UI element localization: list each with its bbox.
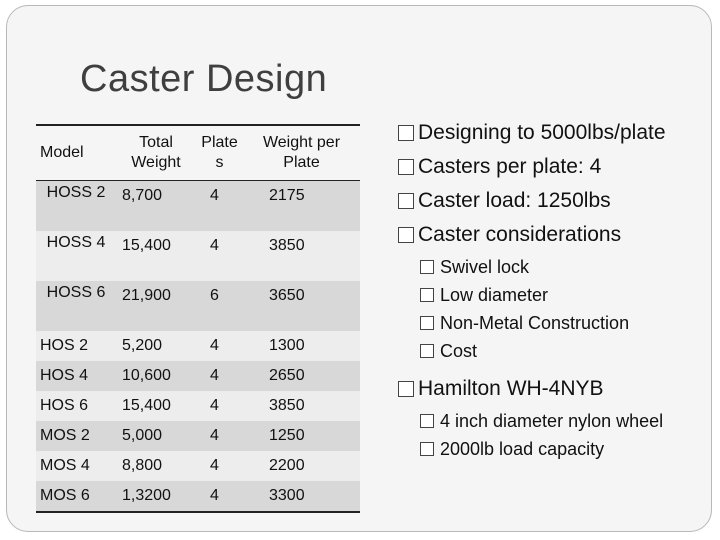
table-row	[36, 331, 360, 361]
cell-total-weight-text: 8,800	[122, 457, 163, 474]
cell-total-weight-text: 10,600	[122, 367, 171, 384]
bullet-item	[396, 186, 706, 216]
cell-total-weight	[116, 181, 196, 232]
table-row	[36, 181, 360, 232]
checkbox-bullet-icon	[398, 125, 414, 141]
cell-total-weight	[116, 421, 196, 451]
cell-plates	[196, 451, 243, 481]
header-model: Model	[36, 125, 116, 181]
cell-weight-per-plate-text: 1300	[269, 337, 305, 354]
cell-total-weight-text: 8,700	[122, 187, 163, 204]
cell-plates-text: 4	[210, 337, 219, 354]
cell-total-weight	[116, 391, 196, 421]
cell-total-weight-text: 15,400	[122, 397, 171, 414]
checkbox-bullet-icon	[420, 288, 434, 302]
cell-weight-per-plate-text: 3850	[269, 397, 305, 414]
checkbox-bullet-icon	[398, 227, 414, 243]
cell-model-text: HOS 6	[40, 397, 89, 414]
cell-weight-per-plate	[243, 231, 360, 281]
sub-bullet-text: 4 inch diameter nylon wheel	[440, 411, 664, 431]
cell-weight-per-plate-text: 1250	[269, 427, 305, 444]
cell-plates-text: 4	[210, 487, 219, 504]
cell-plates	[196, 281, 243, 331]
table-row	[36, 481, 360, 512]
cell-weight-per-plate	[243, 281, 360, 331]
checkbox-bullet-icon	[398, 381, 414, 397]
caster-table	[36, 124, 360, 513]
cell-model-text: MOS 2	[40, 427, 90, 444]
sub-bullet-item	[396, 310, 706, 336]
cell-total-weight-text: 1,3200	[122, 487, 171, 504]
cell-model	[36, 361, 116, 391]
cell-model-text: MOS 4	[40, 457, 90, 474]
cell-model	[36, 391, 116, 421]
table-row	[36, 281, 360, 331]
cell-model	[36, 331, 116, 361]
cell-weight-per-plate	[243, 451, 360, 481]
cell-model	[36, 451, 116, 481]
cell-weight-per-plate-text: 3850	[269, 237, 305, 254]
slide-title: Caster Design	[80, 58, 328, 100]
cell-total-weight-text: 15,400	[122, 237, 171, 254]
cell-plates	[196, 231, 243, 281]
cell-model-text: HOSS 6	[46, 284, 106, 301]
cell-total-weight	[116, 481, 196, 512]
cell-weight-per-plate	[243, 481, 360, 512]
cell-plates-text: 4	[210, 237, 219, 254]
cell-model	[36, 421, 116, 451]
cell-plates-text: 6	[210, 287, 219, 304]
checkbox-bullet-icon	[420, 316, 434, 330]
cell-model	[36, 481, 116, 512]
bullet-text: Caster load: 1250lbs	[418, 189, 611, 212]
cell-total-weight-text: 5,200	[122, 337, 163, 354]
cell-total-weight	[116, 451, 196, 481]
cell-weight-per-plate	[243, 331, 360, 361]
sub-bullet-item	[396, 282, 706, 308]
checkbox-bullet-icon	[398, 159, 414, 175]
checkbox-bullet-icon	[420, 442, 434, 456]
table-header-row	[36, 125, 360, 181]
cell-total-weight	[116, 231, 196, 281]
cell-plates	[196, 421, 243, 451]
cell-weight-per-plate-text: 3650	[269, 287, 305, 304]
bullet-list	[396, 118, 706, 464]
cell-total-weight-text: 5,000	[122, 427, 163, 444]
bullet-text: Casters per plate: 4	[418, 155, 602, 178]
sub-bullet-text: Cost	[440, 341, 478, 361]
cell-plates	[196, 361, 243, 391]
checkbox-bullet-icon	[420, 260, 434, 274]
checkbox-bullet-icon	[398, 193, 414, 209]
cell-plates	[196, 181, 243, 232]
cell-weight-per-plate	[243, 421, 360, 451]
cell-weight-per-plate	[243, 391, 360, 421]
bullet-item	[396, 220, 706, 250]
cell-weight-per-plate	[243, 181, 360, 232]
bullet-item	[396, 152, 706, 182]
cell-weight-per-plate	[243, 361, 360, 391]
sub-bullet-item	[396, 338, 706, 364]
bullet-item	[396, 118, 706, 148]
cell-model	[36, 281, 116, 331]
sub-bullet-item	[396, 408, 706, 434]
cell-plates-text: 4	[210, 457, 219, 474]
cell-total-weight	[116, 331, 196, 361]
cell-weight-per-plate-text: 2200	[269, 457, 305, 474]
cell-model-text: HOS 2	[40, 337, 89, 354]
cell-plates-text: 4	[210, 187, 219, 204]
bullet-text: Caster considerations	[418, 223, 622, 246]
checkbox-bullet-icon	[420, 344, 434, 358]
cell-model-text: HOS 4	[40, 367, 89, 384]
cell-total-weight	[116, 281, 196, 331]
cell-plates-text: 4	[210, 397, 219, 414]
cell-plates	[196, 481, 243, 512]
header-total-weight: Total Weight	[116, 125, 196, 181]
cell-plates	[196, 391, 243, 421]
sub-bullet-text: 2000lb load capacity	[440, 439, 605, 459]
cell-plates-text: 4	[210, 367, 219, 384]
cell-weight-per-plate-text: 2650	[269, 367, 305, 384]
header-plates: Plate s	[196, 125, 243, 181]
table-row	[36, 231, 360, 281]
sub-bullet-item	[396, 254, 706, 280]
table-row	[36, 361, 360, 391]
cell-model-text: HOSS 2	[46, 184, 106, 201]
cell-model-text: MOS 6	[40, 487, 90, 504]
cell-total-weight	[116, 361, 196, 391]
cell-total-weight-text: 21,900	[122, 287, 171, 304]
bullet-text: Hamilton WH-4NYB	[418, 377, 604, 400]
cell-model	[36, 181, 116, 232]
checkbox-bullet-icon	[420, 414, 434, 428]
cell-model-text: HOSS 4	[46, 234, 106, 251]
bullet-item	[396, 374, 706, 404]
sub-bullet-text: Non-Metal Construction	[440, 313, 630, 333]
header-weight-per-plate: Weight per Plate	[243, 125, 360, 181]
table-row	[36, 451, 360, 481]
bullet-text: Designing to 5000lbs/plate	[418, 121, 666, 144]
sub-bullet-item	[396, 436, 706, 462]
cell-plates	[196, 331, 243, 361]
cell-weight-per-plate-text: 2175	[269, 187, 305, 204]
cell-plates-text: 4	[210, 427, 219, 444]
sub-bullet-text: Swivel lock	[440, 257, 530, 277]
table-row	[36, 391, 360, 421]
cell-weight-per-plate-text: 3300	[269, 487, 305, 504]
cell-model	[36, 231, 116, 281]
sub-bullet-text: Low diameter	[440, 285, 549, 305]
table-row	[36, 421, 360, 451]
